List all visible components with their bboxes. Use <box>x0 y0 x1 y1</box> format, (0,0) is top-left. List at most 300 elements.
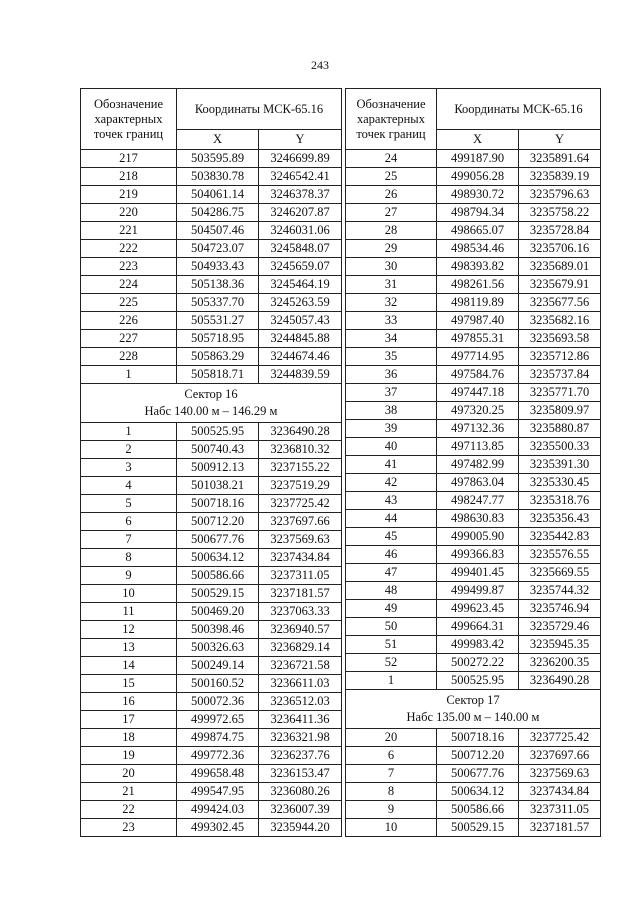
x-coordinate-cell: 498930.72 <box>437 186 519 204</box>
point-number-cell: 7 <box>81 531 177 549</box>
x-coordinate-cell: 500529.15 <box>437 819 519 837</box>
point-number-cell: 46 <box>346 546 437 564</box>
x-coordinate-cell: 505337.70 <box>177 294 259 312</box>
table-row <box>346 618 601 636</box>
point-number-cell: 3 <box>81 459 177 477</box>
table-row <box>346 348 601 366</box>
y-coordinate-cell: 3235809.97 <box>519 402 601 420</box>
y-coordinate-cell: 3244839.59 <box>259 366 342 384</box>
y-coordinate-cell: 3236080.26 <box>259 783 342 801</box>
point-label-header: Обозначение характерных точек границ <box>81 89 177 150</box>
table-row <box>346 366 601 384</box>
table-row <box>81 258 342 276</box>
y-coordinate-cell: 3235356.43 <box>519 510 601 528</box>
point-number-cell: 6 <box>81 513 177 531</box>
y-coordinate-cell: 3235318.76 <box>519 492 601 510</box>
point-number-cell: 21 <box>81 783 177 801</box>
point-number-cell: 225 <box>81 294 177 312</box>
x-coordinate-cell: 499972.65 <box>177 711 259 729</box>
y-coordinate-cell: 3237155.22 <box>259 459 342 477</box>
point-number-cell: 49 <box>346 600 437 618</box>
x-coordinate-cell: 504286.75 <box>177 204 259 222</box>
table-row <box>81 801 342 819</box>
table-row <box>346 204 601 222</box>
point-number-cell: 13 <box>81 639 177 657</box>
table-row <box>346 729 601 747</box>
y-coordinate-cell: 3244845.88 <box>259 330 342 348</box>
y-coordinate-cell: 3235391.30 <box>519 456 601 474</box>
y-header: Y <box>519 130 601 150</box>
y-coordinate-cell: 3235839.19 <box>519 168 601 186</box>
point-number-cell: 39 <box>346 420 437 438</box>
x-coordinate-cell: 499983.42 <box>437 636 519 654</box>
x-coordinate-cell: 497714.95 <box>437 348 519 366</box>
x-coordinate-cell: 498261.56 <box>437 276 519 294</box>
y-coordinate-cell: 3235679.91 <box>519 276 601 294</box>
table-row <box>81 348 342 366</box>
y-coordinate-cell: 3235744.32 <box>519 582 601 600</box>
point-number-cell: 38 <box>346 402 437 420</box>
y-coordinate-cell: 3236490.28 <box>259 423 342 441</box>
table-row <box>81 276 342 294</box>
x-coordinate-cell: 498119.89 <box>437 294 519 312</box>
point-number-cell: 19 <box>81 747 177 765</box>
y-coordinate-cell: 3235944.20 <box>259 819 342 837</box>
table-row <box>81 513 342 531</box>
x-coordinate-cell: 500677.76 <box>177 531 259 549</box>
coords-header: Координаты МСК-65.16 <box>437 89 601 130</box>
table-row <box>346 150 601 168</box>
table-row <box>346 636 601 654</box>
point-number-cell: 34 <box>346 330 437 348</box>
x-coordinate-cell: 500072.36 <box>177 693 259 711</box>
point-number-cell: 22 <box>81 801 177 819</box>
table-row <box>81 459 342 477</box>
x-coordinate-cell: 497113.85 <box>437 438 519 456</box>
sector-subtitle: Набс 140.00 м – 146.29 м <box>144 404 278 418</box>
coordinates-table-right <box>345 88 601 837</box>
point-number-cell: 7 <box>346 765 437 783</box>
point-number-cell: 24 <box>346 150 437 168</box>
point-number-cell: 36 <box>346 366 437 384</box>
x-coordinate-cell: 499401.45 <box>437 564 519 582</box>
y-coordinate-cell: 3237519.29 <box>259 477 342 495</box>
point-number-cell: 44 <box>346 510 437 528</box>
y-coordinate-cell: 3236237.76 <box>259 747 342 765</box>
y-coordinate-cell: 3236721.58 <box>259 657 342 675</box>
table-row <box>81 585 342 603</box>
x-coordinate-cell: 497482.99 <box>437 456 519 474</box>
table-row <box>346 492 601 510</box>
point-number-cell: 4 <box>81 477 177 495</box>
point-number-cell: 35 <box>346 348 437 366</box>
y-coordinate-cell: 3237569.63 <box>259 531 342 549</box>
table-row <box>346 600 601 618</box>
table-row <box>81 204 342 222</box>
point-number-cell: 9 <box>346 801 437 819</box>
page-number: 243 <box>311 58 329 72</box>
y-coordinate-cell: 3237181.57 <box>259 585 342 603</box>
x-coordinate-cell: 503595.89 <box>177 150 259 168</box>
table-row <box>81 783 342 801</box>
point-number-cell: 45 <box>346 528 437 546</box>
point-number-cell: 20 <box>346 729 437 747</box>
point-number-cell: 20 <box>81 765 177 783</box>
table-row <box>346 168 601 186</box>
y-coordinate-cell: 3236611.03 <box>259 675 342 693</box>
table-row <box>81 657 342 675</box>
point-number-cell: 18 <box>81 729 177 747</box>
point-number-cell: 222 <box>81 240 177 258</box>
x-coordinate-cell: 504933.43 <box>177 258 259 276</box>
table-row <box>81 495 342 513</box>
x-coordinate-cell: 500712.20 <box>177 513 259 531</box>
point-number-cell: 52 <box>346 654 437 672</box>
x-coordinate-cell: 497987.40 <box>437 312 519 330</box>
table-row <box>81 423 342 441</box>
y-header: Y <box>259 130 342 150</box>
point-number-cell: 30 <box>346 258 437 276</box>
x-coordinate-cell: 499005.90 <box>437 528 519 546</box>
x-header: X <box>437 130 519 150</box>
point-number-cell: 42 <box>346 474 437 492</box>
y-coordinate-cell: 3235712.86 <box>519 348 601 366</box>
x-coordinate-cell: 500912.13 <box>177 459 259 477</box>
x-coordinate-cell: 499499.87 <box>437 582 519 600</box>
table-row <box>81 819 342 837</box>
sector-cell <box>81 384 342 423</box>
point-number-cell: 28 <box>346 222 437 240</box>
table-row <box>81 366 342 384</box>
point-number-cell: 23 <box>81 819 177 837</box>
table-row <box>346 312 601 330</box>
y-coordinate-cell: 3246542.41 <box>259 168 342 186</box>
table-row <box>346 747 601 765</box>
y-coordinate-cell: 3235669.55 <box>519 564 601 582</box>
point-number-cell: 37 <box>346 384 437 402</box>
y-coordinate-cell: 3236007.39 <box>259 801 342 819</box>
x-coordinate-cell: 499366.83 <box>437 546 519 564</box>
y-coordinate-cell: 3235758.22 <box>519 204 601 222</box>
x-coordinate-cell: 498534.46 <box>437 240 519 258</box>
table-row <box>346 438 601 456</box>
x-coordinate-cell: 497855.31 <box>437 330 519 348</box>
point-number-cell: 26 <box>346 186 437 204</box>
table-row <box>346 384 601 402</box>
y-coordinate-cell: 3236810.32 <box>259 441 342 459</box>
x-coordinate-cell: 500326.63 <box>177 639 259 657</box>
x-coordinate-cell: 498665.07 <box>437 222 519 240</box>
y-coordinate-cell: 3236200.35 <box>519 654 601 672</box>
point-number-cell: 2 <box>81 441 177 459</box>
point-number-cell: 14 <box>81 657 177 675</box>
x-coordinate-cell: 498794.34 <box>437 204 519 222</box>
point-number-cell: 6 <box>346 747 437 765</box>
x-coordinate-cell: 499187.90 <box>437 150 519 168</box>
point-number-cell: 1 <box>81 423 177 441</box>
table-row <box>81 711 342 729</box>
point-number-cell: 8 <box>346 783 437 801</box>
table-row <box>346 546 601 564</box>
y-coordinate-cell: 3235746.94 <box>519 600 601 618</box>
y-coordinate-cell: 3235891.64 <box>519 150 601 168</box>
point-number-cell: 33 <box>346 312 437 330</box>
y-coordinate-cell: 3237725.42 <box>519 729 601 747</box>
y-coordinate-cell: 3235737.84 <box>519 366 601 384</box>
table-row <box>346 783 601 801</box>
point-number-cell: 32 <box>346 294 437 312</box>
x-coordinate-cell: 505138.36 <box>177 276 259 294</box>
y-coordinate-cell: 3235576.55 <box>519 546 601 564</box>
x-coordinate-cell: 497584.76 <box>437 366 519 384</box>
y-coordinate-cell: 3237311.05 <box>519 801 601 819</box>
table-row <box>81 531 342 549</box>
x-coordinate-cell: 497320.25 <box>437 402 519 420</box>
table-row <box>81 150 342 168</box>
x-coordinate-cell: 500718.16 <box>437 729 519 747</box>
table-row <box>346 402 601 420</box>
y-coordinate-cell: 3245057.43 <box>259 312 342 330</box>
x-coordinate-cell: 500525.95 <box>177 423 259 441</box>
table-row <box>346 564 601 582</box>
x-coordinate-cell: 499623.45 <box>437 600 519 618</box>
x-coordinate-cell: 500586.66 <box>437 801 519 819</box>
table-row <box>81 567 342 585</box>
y-coordinate-cell: 3244674.46 <box>259 348 342 366</box>
point-number-cell: 1 <box>346 672 437 690</box>
x-coordinate-cell: 505863.29 <box>177 348 259 366</box>
x-coordinate-cell: 504507.46 <box>177 222 259 240</box>
x-coordinate-cell: 505818.71 <box>177 366 259 384</box>
point-number-cell: 16 <box>81 693 177 711</box>
x-coordinate-cell: 500740.43 <box>177 441 259 459</box>
x-coordinate-cell: 498630.83 <box>437 510 519 528</box>
x-coordinate-cell: 500718.16 <box>177 495 259 513</box>
point-number-cell: 224 <box>81 276 177 294</box>
y-coordinate-cell: 3246378.37 <box>259 186 342 204</box>
y-coordinate-cell: 3236153.47 <box>259 765 342 783</box>
x-coordinate-cell: 501038.21 <box>177 477 259 495</box>
y-coordinate-cell: 3235728.84 <box>519 222 601 240</box>
table-row <box>81 675 342 693</box>
y-coordinate-cell: 3235442.83 <box>519 528 601 546</box>
y-coordinate-cell: 3236940.57 <box>259 621 342 639</box>
table-row <box>346 456 601 474</box>
point-number-cell: 10 <box>346 819 437 837</box>
y-coordinate-cell: 3235945.35 <box>519 636 601 654</box>
y-coordinate-cell: 3235729.46 <box>519 618 601 636</box>
table-row <box>81 240 342 258</box>
x-coordinate-cell: 500712.20 <box>437 747 519 765</box>
coords-header: Координаты МСК-65.16 <box>177 89 342 130</box>
y-coordinate-cell: 3235771.70 <box>519 384 601 402</box>
y-coordinate-cell: 3235706.16 <box>519 240 601 258</box>
table-row <box>81 186 342 204</box>
table-row <box>346 330 601 348</box>
point-number-cell: 51 <box>346 636 437 654</box>
point-number-cell: 220 <box>81 204 177 222</box>
point-number-cell: 219 <box>81 186 177 204</box>
x-coordinate-cell: 500272.22 <box>437 654 519 672</box>
x-coordinate-cell: 497863.04 <box>437 474 519 492</box>
y-coordinate-cell: 3235330.45 <box>519 474 601 492</box>
x-coordinate-cell: 499302.45 <box>177 819 259 837</box>
y-coordinate-cell: 3235693.58 <box>519 330 601 348</box>
x-coordinate-cell: 504723.07 <box>177 240 259 258</box>
x-coordinate-cell: 500634.12 <box>437 783 519 801</box>
point-number-cell: 17 <box>81 711 177 729</box>
y-coordinate-cell: 3237697.66 <box>519 747 601 765</box>
y-coordinate-cell: 3245464.19 <box>259 276 342 294</box>
y-coordinate-cell: 3237311.05 <box>259 567 342 585</box>
x-coordinate-cell: 500529.15 <box>177 585 259 603</box>
table-row <box>81 312 342 330</box>
x-coordinate-cell: 498393.82 <box>437 258 519 276</box>
y-coordinate-cell: 3236321.98 <box>259 729 342 747</box>
x-coordinate-cell: 500249.14 <box>177 657 259 675</box>
x-coordinate-cell: 499547.95 <box>177 783 259 801</box>
x-coordinate-cell: 500586.66 <box>177 567 259 585</box>
table-row <box>81 294 342 312</box>
point-number-cell: 31 <box>346 276 437 294</box>
point-number-cell: 40 <box>346 438 437 456</box>
x-coordinate-cell: 499874.75 <box>177 729 259 747</box>
y-coordinate-cell: 3245848.07 <box>259 240 342 258</box>
x-coordinate-cell: 497447.18 <box>437 384 519 402</box>
table-row <box>81 747 342 765</box>
y-coordinate-cell: 3235677.56 <box>519 294 601 312</box>
y-coordinate-cell: 3236490.28 <box>519 672 601 690</box>
y-coordinate-cell: 3245659.07 <box>259 258 342 276</box>
sector-row <box>81 384 342 423</box>
coordinates-table-left <box>80 88 342 837</box>
point-label-header: Обозначение характерных точек границ <box>346 89 437 150</box>
point-number-cell: 223 <box>81 258 177 276</box>
table-row <box>346 801 601 819</box>
x-coordinate-cell: 500469.20 <box>177 603 259 621</box>
table-row <box>81 330 342 348</box>
table-row <box>81 603 342 621</box>
point-number-cell: 12 <box>81 621 177 639</box>
x-coordinate-cell: 500398.46 <box>177 621 259 639</box>
y-coordinate-cell: 3246207.87 <box>259 204 342 222</box>
y-coordinate-cell: 3237434.84 <box>519 783 601 801</box>
table-row <box>346 240 601 258</box>
y-coordinate-cell: 3235682.16 <box>519 312 601 330</box>
point-number-cell: 43 <box>346 492 437 510</box>
y-coordinate-cell: 3235796.63 <box>519 186 601 204</box>
point-number-cell: 5 <box>81 495 177 513</box>
point-number-cell: 9 <box>81 567 177 585</box>
x-coordinate-cell: 500525.95 <box>437 672 519 690</box>
y-coordinate-cell: 3245263.59 <box>259 294 342 312</box>
x-coordinate-cell: 500634.12 <box>177 549 259 567</box>
table-row <box>346 582 601 600</box>
x-coordinate-cell: 505718.95 <box>177 330 259 348</box>
table-row <box>346 672 601 690</box>
x-coordinate-cell: 498247.77 <box>437 492 519 510</box>
table-row <box>346 276 601 294</box>
x-coordinate-cell: 499658.48 <box>177 765 259 783</box>
y-coordinate-cell: 3237697.66 <box>259 513 342 531</box>
x-coordinate-cell: 500677.76 <box>437 765 519 783</box>
y-coordinate-cell: 3235689.01 <box>519 258 601 276</box>
y-coordinate-cell: 3236411.36 <box>259 711 342 729</box>
x-coordinate-cell: 499664.31 <box>437 618 519 636</box>
y-coordinate-cell: 3236829.14 <box>259 639 342 657</box>
table-row <box>346 765 601 783</box>
point-number-cell: 27 <box>346 204 437 222</box>
point-number-cell: 11 <box>81 603 177 621</box>
table-row <box>346 528 601 546</box>
table-row <box>346 510 601 528</box>
table-row <box>346 819 601 837</box>
y-coordinate-cell: 3237181.57 <box>519 819 601 837</box>
point-number-cell: 226 <box>81 312 177 330</box>
y-coordinate-cell: 3235500.33 <box>519 438 601 456</box>
table-row <box>346 186 601 204</box>
point-number-cell: 228 <box>81 348 177 366</box>
sector-subtitle: Набс 135.00 м – 140.00 м <box>406 710 540 724</box>
x-coordinate-cell: 504061.14 <box>177 186 259 204</box>
y-coordinate-cell: 3237725.42 <box>259 495 342 513</box>
sector-row <box>346 690 601 729</box>
x-coordinate-cell: 497132.36 <box>437 420 519 438</box>
sector-cell <box>346 690 601 729</box>
table-row <box>346 294 601 312</box>
table-row <box>346 222 601 240</box>
x-coordinate-cell: 499056.28 <box>437 168 519 186</box>
point-number-cell: 227 <box>81 330 177 348</box>
x-coordinate-cell: 499772.36 <box>177 747 259 765</box>
sector-title: Сектор 16 <box>184 387 238 401</box>
point-number-cell: 217 <box>81 150 177 168</box>
table-row <box>346 420 601 438</box>
y-coordinate-cell: 3235880.87 <box>519 420 601 438</box>
point-number-cell: 1 <box>81 366 177 384</box>
table-row <box>81 729 342 747</box>
y-coordinate-cell: 3236512.03 <box>259 693 342 711</box>
y-coordinate-cell: 3246031.06 <box>259 222 342 240</box>
point-number-cell: 15 <box>81 675 177 693</box>
point-number-cell: 48 <box>346 582 437 600</box>
y-coordinate-cell: 3237434.84 <box>259 549 342 567</box>
table-row <box>81 621 342 639</box>
table-row <box>81 168 342 186</box>
point-number-cell: 29 <box>346 240 437 258</box>
point-number-cell: 10 <box>81 585 177 603</box>
table-row <box>346 654 601 672</box>
y-coordinate-cell: 3237063.33 <box>259 603 342 621</box>
table-row <box>81 222 342 240</box>
table-row <box>81 477 342 495</box>
x-coordinate-cell: 499424.03 <box>177 801 259 819</box>
x-coordinate-cell: 503830.78 <box>177 168 259 186</box>
point-number-cell: 25 <box>346 168 437 186</box>
point-number-cell: 50 <box>346 618 437 636</box>
sector-title: Сектор 17 <box>446 693 500 707</box>
y-coordinate-cell: 3246699.89 <box>259 150 342 168</box>
table-row <box>81 549 342 567</box>
x-header: X <box>177 130 259 150</box>
table-row <box>81 639 342 657</box>
point-number-cell: 218 <box>81 168 177 186</box>
x-coordinate-cell: 505531.27 <box>177 312 259 330</box>
y-coordinate-cell: 3237569.63 <box>519 765 601 783</box>
table-row <box>81 693 342 711</box>
point-number-cell: 221 <box>81 222 177 240</box>
x-coordinate-cell: 500160.52 <box>177 675 259 693</box>
